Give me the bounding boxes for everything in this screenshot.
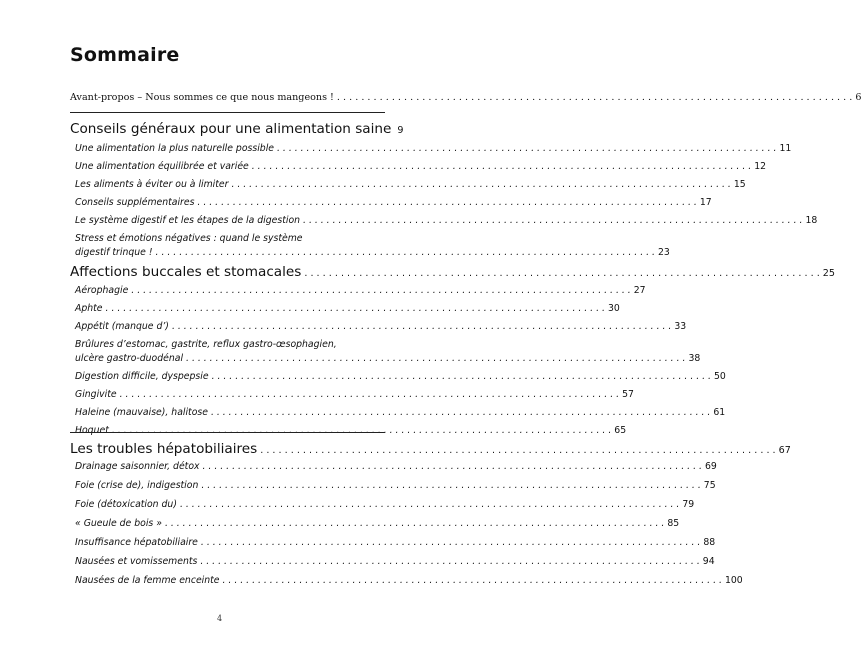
toc-entry: [70, 575, 743, 594]
toc-entry: [70, 92, 861, 103]
dot-leader: [260, 445, 775, 456]
toc-section-page: 67: [778, 445, 791, 456]
toc-section-heading: [70, 264, 835, 284]
dot-leader: [131, 285, 630, 296]
toc-entry: [70, 143, 792, 161]
toc-entry-page: 30: [607, 303, 620, 314]
toc-entry-label-line2: digestif trinque !: [75, 247, 153, 258]
dot-leader: [112, 425, 611, 436]
dot-leader: [201, 537, 700, 548]
toc-entry: [70, 179, 746, 197]
dot-leader: [156, 247, 655, 258]
toc-entry: [70, 247, 670, 265]
toc-entry-page: 94: [702, 556, 715, 567]
toc-entry-page: 50: [714, 371, 726, 382]
toc-entry-label: Nausées de la femme enceinte: [75, 575, 220, 586]
toc-section-title: Les troubles hépatobiliaires: [70, 441, 258, 457]
toc-entry-label-line1: Brûlures d’estomac, gastrite, reflux gastro-œsophagien,: [75, 339, 337, 350]
toc-entry-page: 100: [724, 575, 743, 586]
toc-section-page: 25: [822, 268, 835, 279]
toc-entry-label-line2: ulcère gastro-duodénal: [75, 353, 184, 364]
toc-entry-label: Foie (détoxication du): [75, 499, 177, 510]
toc-entry-label: Conseils supplémentaires: [75, 197, 195, 208]
toc-entry-label: Aérophagie: [75, 285, 129, 296]
toc-entry-page: 88: [703, 537, 716, 548]
toc-entry-page: 85: [667, 518, 680, 529]
toc-section-heading: [70, 121, 404, 141]
toc-entry-label: Haleine (mauvaise), halitose: [75, 407, 208, 418]
toc-entry-page: 23: [657, 247, 670, 258]
dot-leader: [231, 179, 730, 190]
toc-entry-page: 18: [805, 215, 818, 226]
toc-entry-label: Le système digestif et les étapes de la digestion: [75, 215, 301, 226]
page-number: 4: [216, 614, 223, 623]
toc-entry: [70, 537, 716, 556]
dot-leader: [180, 499, 679, 510]
dot-leader: [303, 215, 802, 226]
toc-entry-label: Nausées et vomissements: [75, 556, 198, 567]
toc-entry-label: Appétit (manque d’): [75, 321, 169, 332]
toc-entry-label: « Gueule de bois »: [75, 518, 162, 529]
dot-leader: [212, 371, 711, 382]
toc-entry-page: 79: [682, 499, 695, 510]
toc-intro: [70, 92, 861, 103]
dot-leader: [186, 353, 685, 364]
toc-entry: [70, 197, 712, 215]
dot-leader: [106, 303, 605, 314]
toc-entry-label: Foie (crise de), indigestion: [75, 480, 199, 491]
toc-section-title: Conseils généraux pour une alimentation saine: [70, 121, 392, 137]
dot-leader: [201, 480, 700, 491]
toc-entry-page: 61: [713, 407, 726, 418]
dot-leader: [277, 143, 776, 154]
toc-entry: [70, 480, 716, 499]
toc-entry-label: Insuffisance hépatobiliaire: [75, 537, 198, 548]
toc-entry-label: Une alimentation équilibrée et variée: [75, 161, 249, 172]
section-divider: [70, 432, 385, 433]
toc-entry: [70, 353, 701, 371]
toc-entry: [70, 389, 634, 407]
toc-entry-label: Hoquet: [75, 425, 109, 436]
toc-entry-page: 12: [754, 161, 767, 172]
dot-leader: [120, 389, 619, 400]
toc-entry-page: 11: [779, 143, 792, 154]
toc-entry: [70, 303, 620, 321]
dot-leader: [197, 197, 696, 208]
dot-leader: [172, 321, 671, 332]
toc-entry-label: Une alimentation la plus naturelle possible: [75, 143, 274, 154]
dot-leader: [337, 92, 852, 103]
dot-leader: [304, 268, 819, 279]
dot-leader: [165, 518, 664, 529]
toc-section: [70, 441, 791, 594]
toc-entry: [70, 161, 767, 179]
toc-entry-page: 38: [688, 353, 701, 364]
page-title: Sommaire: [70, 44, 180, 66]
dot-leader: [223, 575, 722, 586]
toc-entry: [70, 499, 695, 518]
section-divider: [70, 112, 385, 113]
dot-leader: [252, 161, 751, 172]
toc-entry: [70, 215, 818, 233]
dot-leader: [200, 556, 699, 567]
dot-leader: [211, 407, 710, 418]
toc-entry: [70, 461, 717, 480]
toc-section-heading: [70, 441, 791, 461]
toc-entry-page: 33: [674, 321, 687, 332]
toc-entry: [70, 321, 687, 339]
toc-entry-page: 75: [703, 480, 716, 491]
toc-entry: [70, 556, 715, 575]
toc-entry-label: Aphte: [75, 303, 103, 314]
toc-entry-page: 65: [614, 425, 627, 436]
toc-section: [70, 264, 835, 443]
toc-entry-label: Digestion difficile, dyspepsie: [75, 371, 209, 382]
toc-entry-label-line1: Stress et émotions négatives : quand le système: [75, 233, 303, 244]
toc-section-title: Affections buccales et stomacales: [70, 264, 302, 280]
toc-entry: [70, 518, 680, 537]
toc-entry-label: Les aliments à éviter ou à limiter: [75, 179, 229, 190]
toc-entry-page: 6: [855, 92, 861, 103]
toc-section: [70, 121, 818, 265]
toc-entry-page: 17: [699, 197, 712, 208]
toc-entry-label: Drainage saisonnier, détox: [75, 461, 200, 472]
dot-leader: [203, 461, 702, 472]
toc-entry-label: Avant-propos – Nous sommes ce que nous mangeons !: [70, 92, 334, 103]
toc-section-page: 9: [397, 125, 404, 136]
toc-entry-page: 57: [622, 389, 634, 400]
toc-entry-page: 15: [733, 179, 746, 190]
toc-entry: [70, 371, 726, 389]
toc-entry: [70, 285, 646, 303]
toc-entry: [70, 407, 726, 425]
toc-entry-page: 69: [704, 461, 717, 472]
toc-entry-label: Gingivite: [75, 389, 117, 400]
toc-entry-page: 27: [633, 285, 646, 296]
